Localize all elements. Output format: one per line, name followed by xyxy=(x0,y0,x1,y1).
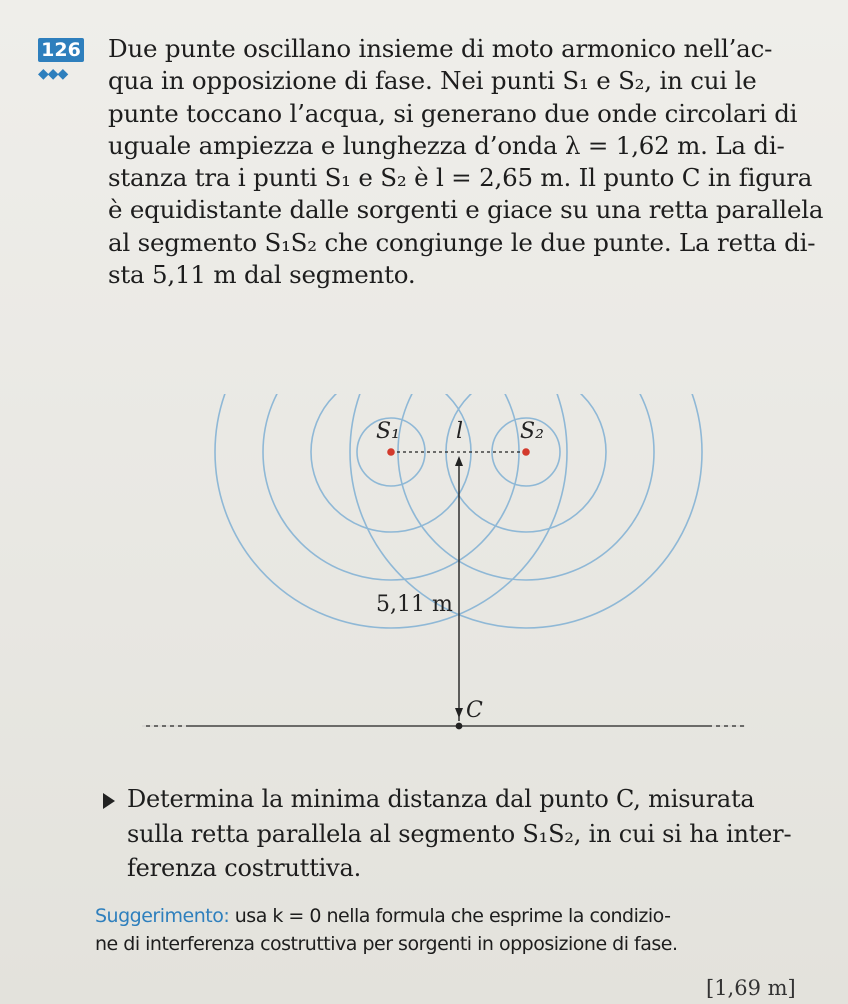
interference-figure xyxy=(0,380,848,750)
source-s2-dot xyxy=(522,448,530,456)
problem-statement xyxy=(108,33,824,291)
hint xyxy=(95,902,825,958)
task-line: sulla retta parallela al segmento S₁S₂, in cui si ha inter- xyxy=(127,819,792,848)
answer: [1,69 m] xyxy=(706,976,796,1000)
label-c: C xyxy=(466,698,483,723)
task-line: ferenza costruttiva. xyxy=(127,854,362,882)
problem-line: sta 5,11 m dal segmento. xyxy=(108,260,416,290)
task-statement xyxy=(127,782,817,886)
problem-line: al segmento S₁S₂ che congiunge le due punte. La retta di- xyxy=(108,227,816,257)
problem-line: stanza tra i punti S₁ e S₂ è l = 2,65 m. Il punto C in figura xyxy=(108,163,813,193)
problem-line: Due punte oscillano insieme di moto armonico nell’ac- xyxy=(108,34,773,63)
wave-circle-s1 xyxy=(263,380,519,580)
label-s2: S₂ xyxy=(520,419,544,444)
wave-circle-s2 xyxy=(398,380,654,580)
source-s1-dot xyxy=(387,448,395,456)
hint-line xyxy=(95,902,825,930)
label-l: l xyxy=(456,419,464,444)
problem-line: è equidistante dalle sorgenti e giace su una retta parallela xyxy=(108,195,824,225)
problem-line: uguale ampiezza e lunghezza d’onda λ = 1,62 m. La di- xyxy=(108,130,785,160)
label-distance: 5,11 m xyxy=(376,592,453,617)
difficulty-indicator: ◆◆◆ xyxy=(38,66,68,82)
wave-circle-s1 xyxy=(311,380,471,532)
hint-text: usa k = 0 nella formula che esprime la condizio- xyxy=(229,905,671,927)
task-arrow-icon xyxy=(103,793,115,809)
problem-line: punte toccano l’acqua, si generano due onde circolari di xyxy=(108,98,798,128)
wave-circle-s2 xyxy=(446,380,606,532)
task-line: Determina la minima distanza dal punto C, misurata xyxy=(127,785,755,813)
label-s1: S₁ xyxy=(376,419,400,444)
hint-label: Suggerimento: xyxy=(95,905,230,927)
point-c-dot xyxy=(456,723,463,730)
distance-arrow-bottom xyxy=(455,708,463,718)
exercise-number-badge: 126 xyxy=(38,38,84,62)
hint-line: ne di interferenza costruttiva per sorgenti in opposizione di fase. xyxy=(95,933,678,955)
problem-line: qua in opposizione di fase. Nei punti S₁ e S₂, in cui le xyxy=(108,66,757,96)
distance-arrow-top xyxy=(455,456,463,466)
